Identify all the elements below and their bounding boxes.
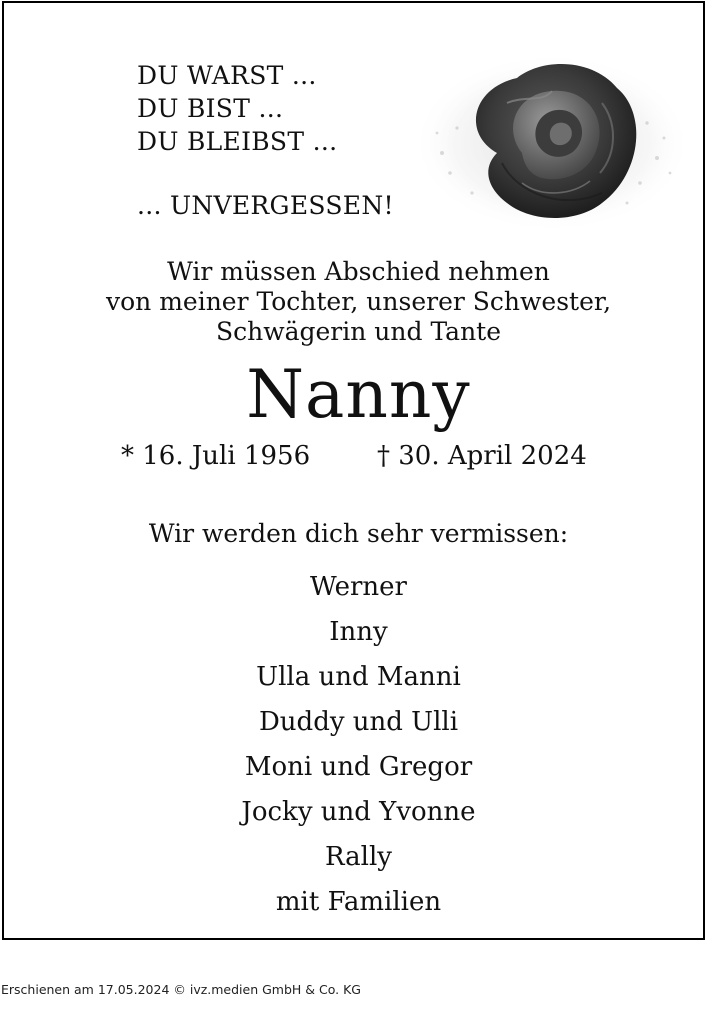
poem [137, 59, 394, 222]
poem-spacer [137, 158, 394, 189]
publication-footer: Erschienen am 17.05.2024 © ivz.medien GmbH & Co. KG [1, 982, 361, 997]
poem-line: DU BLEIBST ... [137, 127, 338, 156]
intro-line: Schwägerin und Tante [215, 317, 502, 346]
mourner-name: Rally [325, 842, 392, 872]
mourner-name: Werner [310, 572, 407, 602]
mourner-name: Jocky und Yvonne [241, 797, 476, 827]
intro-line: Wir müssen Abschied nehmen [167, 257, 550, 286]
poem-line: ... UNVERGESSEN! [137, 191, 394, 220]
mourner-name: Inny [329, 617, 388, 647]
obituary-frame [2, 1, 705, 940]
rose-image [402, 33, 692, 233]
mourner-name: Ulla und Manni [256, 662, 461, 692]
birth-date: * 16. Juli 1956 [121, 441, 311, 471]
deceased-name: Nanny [246, 356, 471, 433]
mourner-name: Moni und Gregor [244, 752, 473, 782]
intro-text [4, 257, 709, 347]
poem-line: DU WARST ... [137, 61, 317, 90]
poem-line: DU BIST ... [137, 94, 284, 123]
farewell-text: Wir werden dich sehr vermissen: [148, 519, 569, 548]
mourner-name: Duddy und Ulli [258, 707, 459, 737]
death-date: † 30. April 2024 [377, 441, 587, 471]
mourners-list [4, 565, 709, 925]
intro-line: von meiner Tochter, unserer Schwester, [105, 287, 612, 316]
mourner-name: mit Familien [275, 887, 442, 917]
